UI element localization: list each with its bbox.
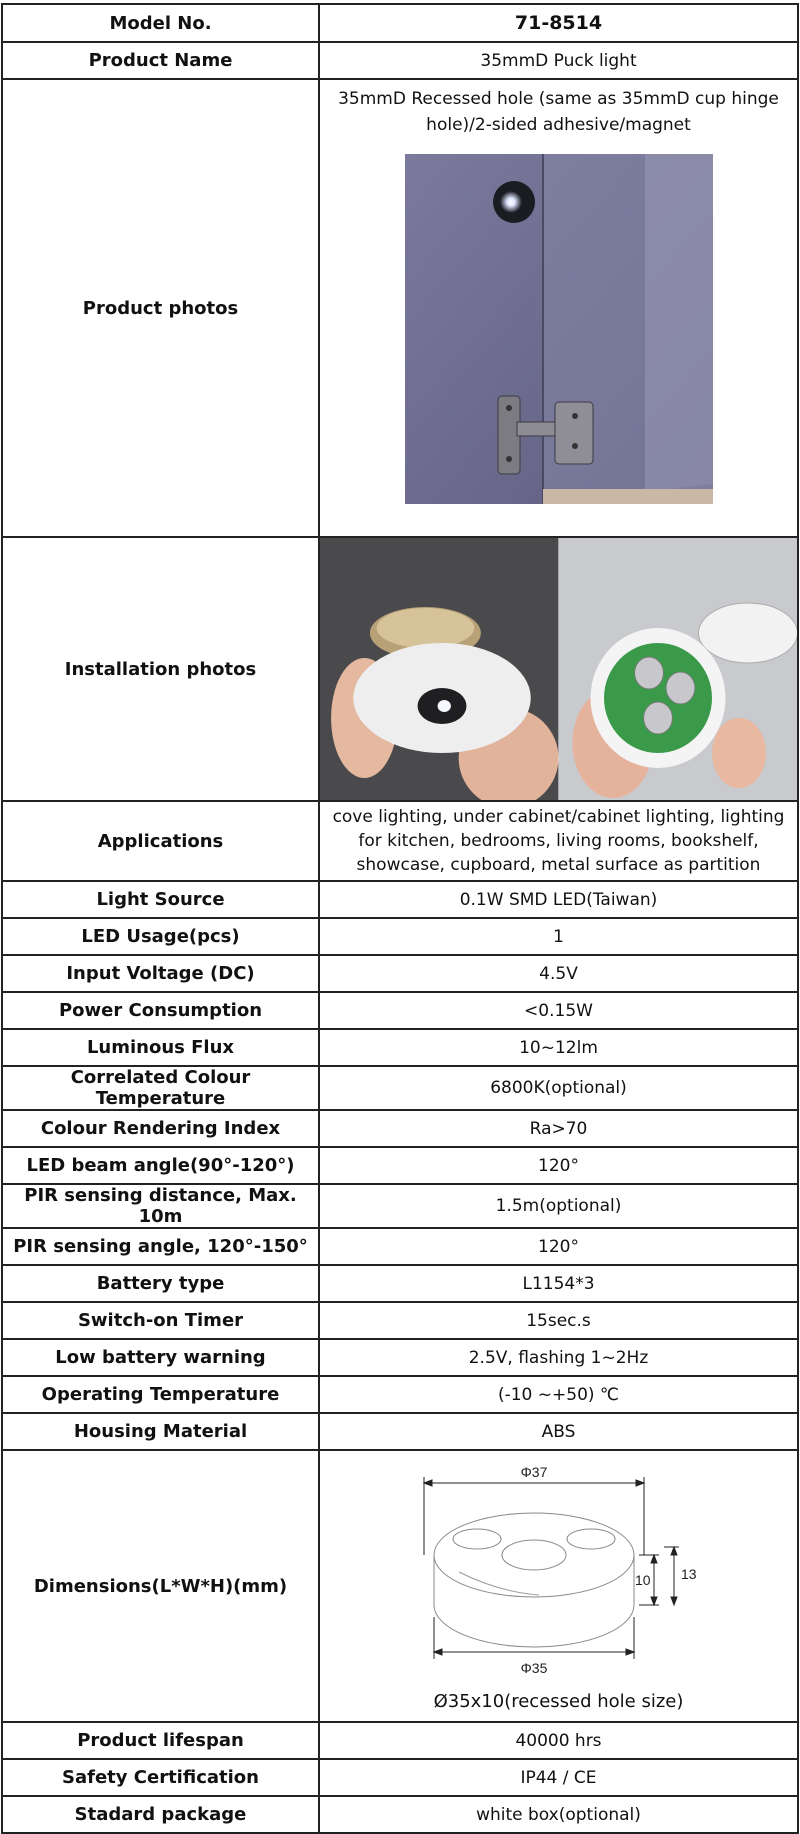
pir-distance-label: PIR sensing distance, Max. 10m (2, 1184, 319, 1228)
row-pir-distance (2, 1184, 798, 1228)
row-package (2, 1796, 798, 1833)
power-consumption-value: <0.15W (319, 992, 798, 1029)
light-source-value: 0.1W SMD LED(Taiwan) (319, 881, 798, 918)
row-lifespan (2, 1722, 798, 1759)
installation-photo-left (320, 538, 559, 800)
model-no-value: 71-8514 (319, 4, 798, 42)
row-beam-angle (2, 1147, 798, 1184)
product-name-value: 35mmD Puck light (319, 42, 798, 79)
battery-type-value: L1154*3 (319, 1265, 798, 1302)
row-dimensions (2, 1450, 798, 1722)
operating-temp-label: Operating Temperature (2, 1376, 319, 1413)
dim-height-inner: 10 (634, 1571, 651, 1588)
installation-photos-label: Installation photos (2, 537, 319, 801)
product-photos-label: Product photos (2, 79, 319, 537)
cri-value: Ra>70 (319, 1110, 798, 1147)
model-no-label: Model No. (2, 4, 319, 42)
package-value: white box(optional) (319, 1796, 798, 1833)
input-voltage-label: Input Voltage (DC) (2, 955, 319, 992)
applications-label: Applications (2, 801, 319, 881)
row-switch-timer (2, 1302, 798, 1339)
dimension-drawing (409, 1467, 709, 1687)
cct-value: 6800K(optional) (319, 1066, 798, 1110)
row-power-consumption (2, 992, 798, 1029)
lifespan-label: Product lifespan (2, 1722, 319, 1759)
row-housing-material (2, 1413, 798, 1450)
dim-top-label: Φ37 (520, 1466, 547, 1480)
row-product-name (2, 42, 798, 79)
product-photos-cell (319, 79, 798, 537)
row-low-battery (2, 1339, 798, 1376)
led-usage-value: 1 (319, 918, 798, 955)
beam-angle-value: 120° (319, 1147, 798, 1184)
row-pir-angle (2, 1228, 798, 1265)
light-source-label: Light Source (2, 881, 319, 918)
dim-height-outer: 13 (680, 1565, 697, 1582)
product-name-label: Product Name (2, 42, 319, 79)
product-photo-cabinet (405, 154, 713, 504)
row-model-no (2, 4, 798, 42)
lifespan-value: 40000 hrs (319, 1722, 798, 1759)
housing-material-label: Housing Material (2, 1413, 319, 1450)
installation-photo-right (559, 538, 798, 800)
switch-timer-label: Switch-on Timer (2, 1302, 319, 1339)
pir-angle-value: 120° (319, 1228, 798, 1265)
row-installation-photos (2, 537, 798, 801)
led-usage-label: LED Usage(pcs) (2, 918, 319, 955)
low-battery-label: Low battery warning (2, 1339, 319, 1376)
pir-distance-value: 1.5m(optional) (319, 1184, 798, 1228)
dim-bottom-label: Φ35 (520, 1659, 547, 1676)
applications-value: cove lighting, under cabinet/cabinet lighting, lighting for kitchen, bedrooms, living rooms, bookshelf, showcase, cupboard, metal surface as partition (319, 801, 798, 881)
dimensions-label: Dimensions(L*W*H)(mm) (2, 1450, 319, 1722)
row-led-usage (2, 918, 798, 955)
product-photos-text: 35mmD Recessed hole (same as 35mmD cup hinge hole)/2-sided adhesive/magnet (338, 89, 779, 135)
dimensions-cell (319, 1450, 798, 1722)
cabinet-image (405, 154, 713, 504)
spec-table (1, 3, 799, 1834)
row-applications (2, 801, 798, 881)
row-cct (2, 1066, 798, 1110)
row-input-voltage (2, 955, 798, 992)
row-operating-temp (2, 1376, 798, 1413)
row-certification (2, 1759, 798, 1796)
beam-angle-label: LED beam angle(90°-120°) (2, 1147, 319, 1184)
luminous-flux-value: 10~12lm (319, 1029, 798, 1066)
row-product-photos (2, 79, 798, 537)
certification-label: Safety Certification (2, 1759, 319, 1796)
cri-label: Colour Rendering Index (2, 1110, 319, 1147)
dimensions-note: Ø35x10(recessed hole size) (433, 1690, 684, 1712)
pir-angle-label: PIR sensing angle, 120°-150° (2, 1228, 319, 1265)
row-luminous-flux (2, 1029, 798, 1066)
switch-timer-value: 15sec.s (319, 1302, 798, 1339)
cct-label: Correlated Colour Temperature (2, 1066, 319, 1110)
package-label: Stadard package (2, 1796, 319, 1833)
puck-open-image (559, 538, 798, 800)
battery-type-label: Battery type (2, 1265, 319, 1302)
power-consumption-label: Power Consumption (2, 992, 319, 1029)
row-battery-type (2, 1265, 798, 1302)
installation-photos (320, 538, 797, 800)
row-light-source (2, 881, 798, 918)
certification-value: IP44 / CE (319, 1759, 798, 1796)
puck-front-image (320, 538, 559, 800)
luminous-flux-label: Luminous Flux (2, 1029, 319, 1066)
low-battery-value: 2.5V, flashing 1~2Hz (319, 1339, 798, 1376)
row-cri (2, 1110, 798, 1147)
housing-material-value: ABS (319, 1413, 798, 1450)
installation-photos-cell (319, 537, 798, 801)
input-voltage-value: 4.5V (319, 955, 798, 992)
operating-temp-value: (-10 ~+50) ℃ (319, 1376, 798, 1413)
